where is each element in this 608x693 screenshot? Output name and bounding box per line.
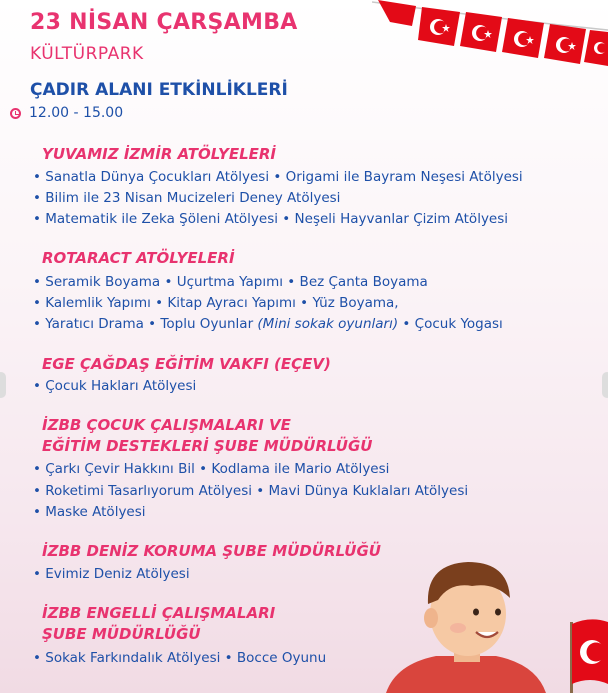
carousel-next-edge[interactable]: [602, 372, 608, 398]
list-item-text: • Çocuk Yogası: [398, 316, 503, 332]
time-row: [10, 105, 123, 121]
list-item: • Sokak Farkındalık Atölyesi • Bocce Oyunu: [33, 650, 327, 666]
group-title-yuvamiz-izmir: YUVAMIZ İZMİR ATÖLYELERİ: [42, 145, 277, 163]
page-title: 23 NİSAN ÇARŞAMBA: [30, 10, 298, 35]
flag-icon: [460, 12, 502, 52]
group-title-cocuk-calismalari-line2: EĞİTİM DESTEKLERİ ŞUBE MÜDÜRLÜĞÜ: [42, 437, 373, 455]
list-item: [33, 314, 503, 334]
carousel-prev-edge[interactable]: [0, 372, 6, 398]
list-item: • Çocuk Hakları Atölyesi: [33, 378, 197, 394]
group-title-ecev: EGE ÇAĞDAŞ EĞİTİM VAKFI (EÇEV): [42, 355, 331, 373]
group-title-engelli-calismalari-line2: ŞUBE MÜDÜRLÜĞÜ: [42, 625, 201, 643]
location-label: KÜLTÜRPARK: [30, 44, 144, 64]
group-title-engelli-calismalari: İZBB ENGELLİ ÇALIŞMALARI: [42, 604, 276, 622]
group-title-cocuk-calismalari: İZBB ÇOCUK ÇALIŞMALARI VE: [42, 416, 291, 434]
child-illustration: [376, 552, 608, 693]
flag-icon: [378, 0, 416, 26]
flag-icon: [584, 30, 608, 66]
list-item: • Sanatla Dünya Çocukları Atölyesi • Origami ile Bayram Neşesi Atölyesi: [33, 169, 523, 185]
time-range: 12.00 - 15.00: [29, 105, 124, 121]
clock-icon: [10, 108, 21, 119]
flag-icon: [544, 24, 586, 64]
section-heading: ÇADIR ALANI ETKİNLİKLERİ: [30, 80, 288, 100]
group-title-rotaract: ROTARACT ATÖLYELERİ: [42, 249, 235, 267]
group-title-deniz-koruma: İZBB DENİZ KORUMA ŞUBE MÜDÜRLÜĞÜ: [42, 542, 381, 560]
list-item: • Bilim ile 23 Nisan Mucizeleri Deney Atölyesi: [33, 190, 341, 206]
list-item: • Evimiz Deniz Atölyesi: [33, 566, 190, 582]
list-item: • Matematik ile Zeka Şöleni Atölyesi • Neşeli Hayvanlar Çizim Atölyesi: [33, 211, 509, 227]
list-item: • Maske Atölyesi: [33, 504, 146, 520]
flag-icon: [418, 7, 460, 46]
list-item-note: (Mini sokak oyunları): [257, 316, 399, 332]
turkish-flag-bunting: [372, 0, 608, 70]
flag-icon: [502, 18, 544, 58]
list-item: • Seramik Boyama • Uçurtma Yapımı • Bez Çanta Boyama: [33, 274, 428, 290]
list-item: • Roketimi Tasarlıyorum Atölyesi • Mavi Dünya Kuklaları Atölyesi: [33, 483, 469, 499]
list-item: • Kalemlik Yapımı • Kitap Ayracı Yapımı • Yüz Boyama,: [33, 295, 399, 311]
list-item: • Çarkı Çevir Hakkını Bil • Kodlama ile Mario Atölyesi: [33, 461, 390, 477]
list-item-text: • Yaratıcı Drama • Toplu Oyunlar: [33, 316, 258, 332]
